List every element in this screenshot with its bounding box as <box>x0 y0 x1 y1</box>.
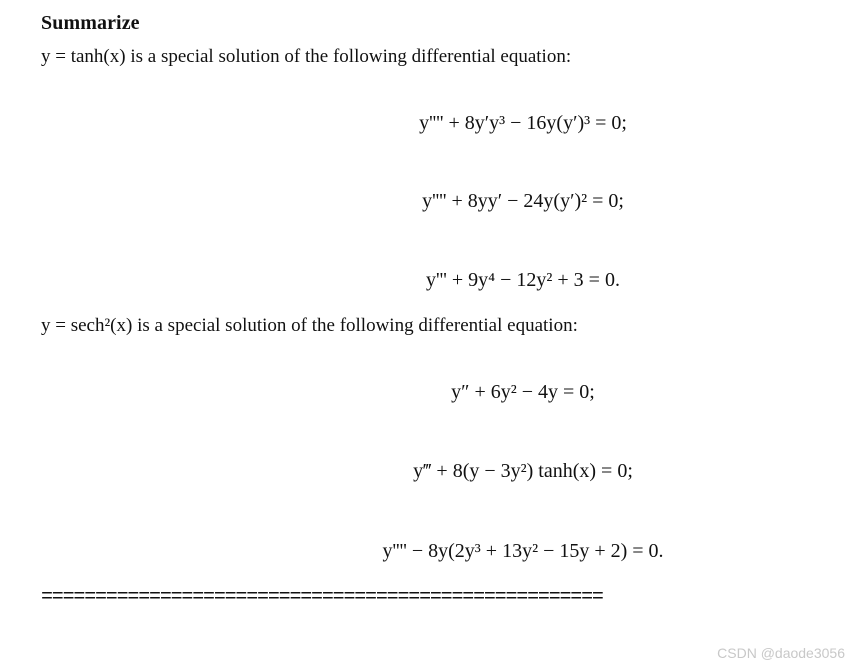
tanh-intro-text: is a special solution of the following differential equation: <box>125 46 572 67</box>
tanh-expression: y = tanh(x) <box>41 46 126 67</box>
sech-equation-2: y‴ + 8(y − 3y²) tanh(x) = 0; <box>413 460 633 482</box>
tanh-equation-1: y'''' + 8y′y³ − 16y(y′)³ = 0; <box>419 112 627 134</box>
sech-equation-1: y″ + 6y² − 4y = 0; <box>451 381 595 403</box>
tanh-intro-line <box>41 46 571 68</box>
summary-heading: Summarize <box>41 12 140 34</box>
sech-expression: y = sech²(x) <box>41 315 133 336</box>
tanh-equation-2: y'''' + 8yy′ − 24y(y′)² = 0; <box>422 190 624 212</box>
watermark-text: CSDN @daode3056 <box>717 645 845 661</box>
tanh-equation-3: y''' + 9y⁴ − 12y² + 3 = 0. <box>426 269 620 291</box>
sech-intro-line <box>41 315 578 337</box>
separator-line: ==================================================== <box>41 586 603 609</box>
sech-equation-3: y'''' − 8y(2y³ + 13y² − 15y + 2) = 0. <box>382 540 664 562</box>
sech-intro-text: is a special solution of the following differential equation: <box>132 315 578 336</box>
